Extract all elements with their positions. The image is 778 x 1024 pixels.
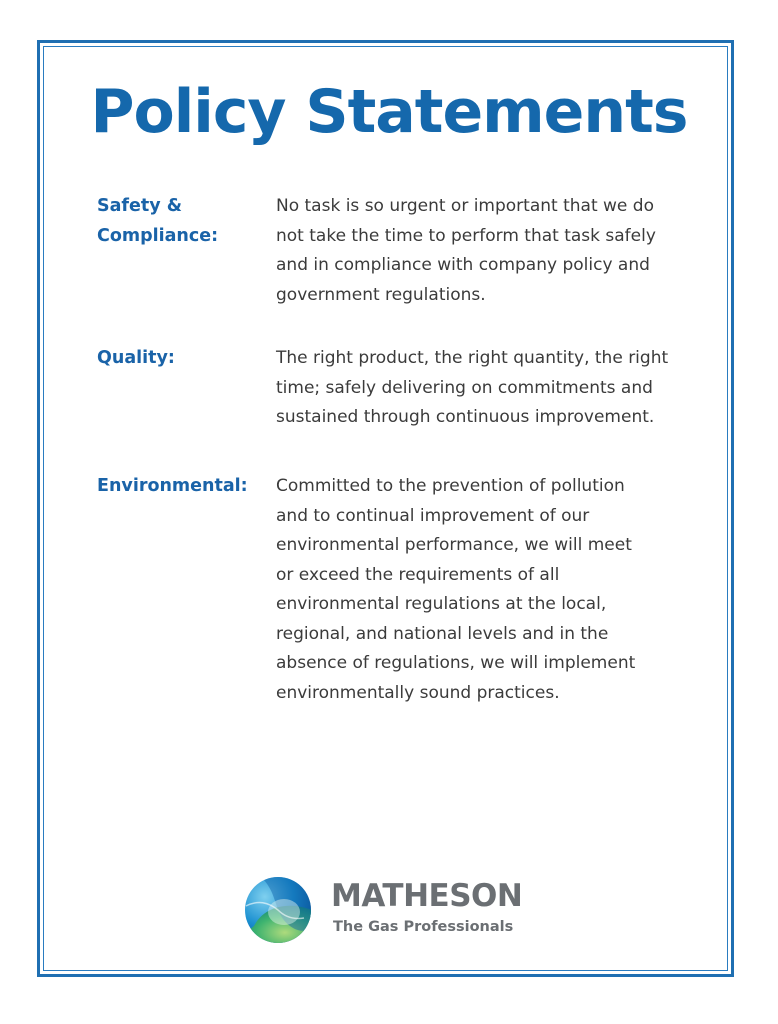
policy-text-line: not take the time to perform that task safely xyxy=(276,225,656,246)
policy-label-line: Quality: xyxy=(97,348,175,368)
policy-label-line: Compliance: xyxy=(97,225,219,246)
policy-text-line: and to continual improvement of our xyxy=(276,505,590,526)
policy-text-line: sustained through continuous improvement. xyxy=(276,407,655,427)
policy-text-line: environmentally sound practices. xyxy=(276,682,560,703)
policy-text xyxy=(276,344,688,433)
policy-text-line: time; safely delivering on commitments and xyxy=(276,377,653,398)
globe-logo-icon xyxy=(244,876,312,944)
policy-text-line: government regulations. xyxy=(276,284,486,305)
policy-text-line: regional, and national levels and in the xyxy=(276,623,609,644)
policy-text-line: Committed to the prevention of pollution xyxy=(276,476,625,496)
policy-text-line: absence of regulations, we will implement xyxy=(276,653,636,673)
policy-label xyxy=(97,344,272,374)
policy-text-line: environmental performance, we will meet xyxy=(276,535,632,555)
policy-label-line: Safety & xyxy=(97,196,183,216)
policy-text-line: No task is so urgent or important that we do xyxy=(276,196,654,216)
page-title: Policy Statements xyxy=(90,77,688,147)
policy-text xyxy=(276,472,688,708)
brand-name: MATHESON xyxy=(331,878,523,914)
policy-text xyxy=(276,192,688,310)
policy-text-line: environmental regulations at the local, xyxy=(276,594,607,614)
policy-text-line: The right product, the right quantity, the right xyxy=(276,348,669,368)
policy-text-line: and in compliance with company policy and xyxy=(276,255,650,275)
policy-label xyxy=(97,472,272,502)
brand-tagline: The Gas Professionals xyxy=(333,919,514,935)
policy-label xyxy=(97,192,272,251)
policy-text-line: or exceed the requirements of all xyxy=(276,564,560,585)
policy-label-line: Environmental: xyxy=(97,476,248,496)
